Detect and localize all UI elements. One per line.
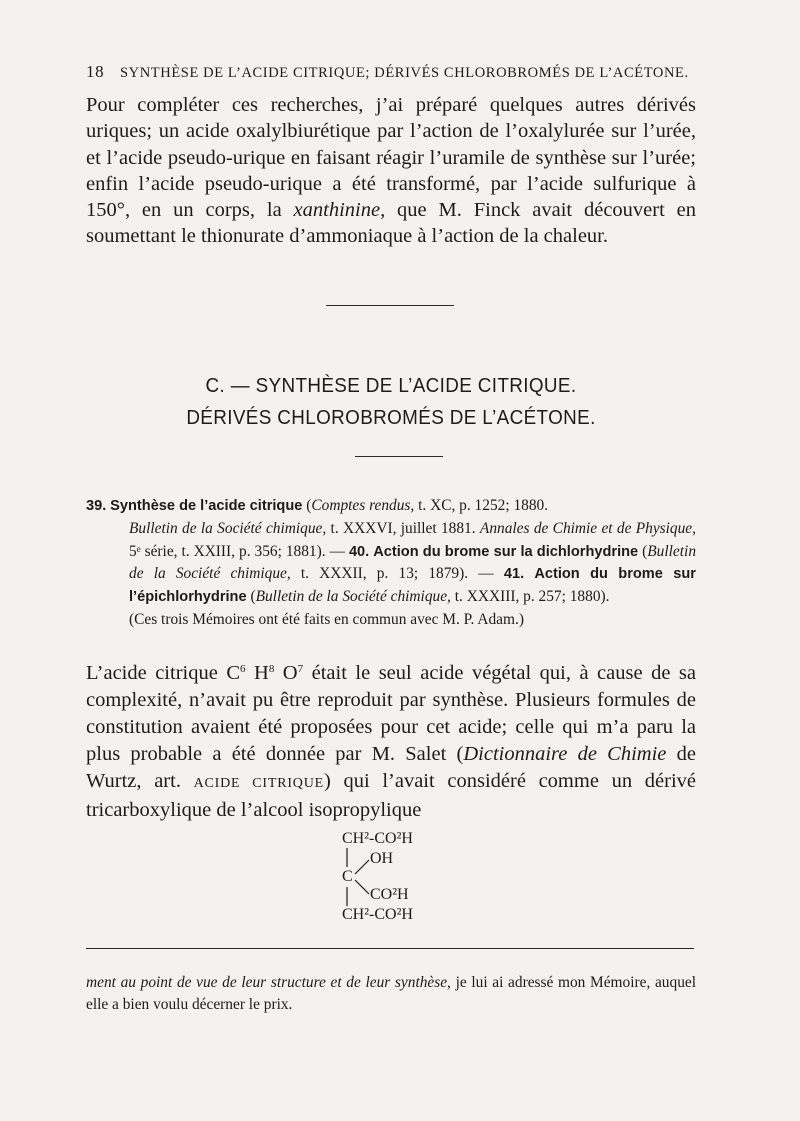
entry-number: 39. xyxy=(86,498,107,514)
superscript: 6 xyxy=(240,663,246,675)
running-title: SYNTHÈSE DE L’ACIDE CITRIQUE; DÉRIVÉS CHLOROBROMÉS DE L’ACÉTONE. xyxy=(120,65,689,81)
paragraph-text: L’acide citrique C xyxy=(86,662,240,684)
citric-acid-formula xyxy=(338,830,498,930)
bibliography-text: ( xyxy=(638,542,648,560)
journal-name: Bulletin de la Société chimique, xyxy=(255,588,451,606)
entry-number: 41. xyxy=(503,566,525,583)
formula-line: CH²-CO²H xyxy=(342,830,413,847)
bibliography-text: t. XXXII, p. 13; 1879). — xyxy=(290,565,504,583)
paragraph-citric-acid xyxy=(86,656,696,824)
section-title-line2: DÉRIVÉS CHLOROBROMÉS DE L’ACÉTONE. xyxy=(186,406,596,429)
bond-line xyxy=(355,860,369,874)
bibliography-entry xyxy=(86,495,696,632)
bibliography-note: (Ces trois Mémoires ont été faits en commun avec M. P. Adam.) xyxy=(129,610,524,628)
separator-rule xyxy=(355,456,443,457)
formula-bonds xyxy=(338,830,498,930)
entry-title: Action du brome sur l’épichlorhydrine xyxy=(129,566,696,606)
entry-number: 40. xyxy=(348,543,370,560)
paragraph-text: de Wurtz, art. xyxy=(86,743,696,792)
superscript: 8 xyxy=(268,663,275,675)
section-title-line1: C. — SYNTHÈSE DE L’ACIDE CITRIQUE. xyxy=(205,374,577,397)
formula-hydroxyl: OH xyxy=(370,850,394,867)
small-caps-text: ACIDE CITRIQUE xyxy=(193,776,324,791)
entry-title: Synthèse de l’acide citrique xyxy=(110,498,303,514)
superscript: 7 xyxy=(297,663,304,675)
paragraph-text: H xyxy=(245,662,269,684)
paragraph-text: que M. Finck avait découvert en soumettant le thionurate d’ammoniaque à l’action de la chaleur. xyxy=(86,199,696,248)
separator-rule xyxy=(326,305,454,306)
bibliography-text: ( xyxy=(246,588,256,606)
footnote-italic: ment au point de vue de leur structure et de leur synthèse, xyxy=(86,974,451,991)
bibliography-indent xyxy=(86,518,696,632)
journal-name: Bulletin de la Société chimique, xyxy=(129,542,697,583)
bibliography-text: t. XC, p. 1252; 1880. xyxy=(414,497,549,514)
paragraph-italic: Dictionnaire de Chimie xyxy=(463,743,667,765)
journal-name: Bulletin de la Société chimique, xyxy=(129,519,327,537)
formula-line: CH²-CO²H xyxy=(342,906,413,923)
formula-carbon: C xyxy=(342,868,353,885)
paragraph-uric-derivatives xyxy=(86,92,696,250)
paragraph-text: Pour compléter ces recherches, j’ai préparé quelques autres dérivés uriques; un acide oxalylbiurétique par l’action de l’oxalylurée sur l’urée, et l’acide pseudo-urique en faisant réagir l’uramile de synthèse sur l’urée; enfin l’acide pseudo-urique a été transformé, par l’acide sulfurique à 150°, en un corps, la xyxy=(86,94,696,222)
entry-title: Action du brome sur la dichlorhydrine xyxy=(373,543,639,560)
paragraph-text: ) qui l’avait considéré comme un dérivé tricarboxylique de l’alcool isopropylique xyxy=(86,770,696,821)
journal-name: Annales de Chimie et de Physique, xyxy=(479,519,696,537)
footnote xyxy=(86,972,696,1016)
bond-line xyxy=(355,880,369,894)
bibliography-text: t. XXXIII, p. 257; 1880). xyxy=(450,588,610,606)
paragraph-italic: xanthinine, xyxy=(293,199,386,222)
formula-carboxyl: CO²H xyxy=(370,886,409,903)
footnote-rule xyxy=(86,948,694,949)
journal-name: Comptes rendus, xyxy=(311,497,415,514)
bibliography-text: 5ᵉ série, t. XXIII, p. 356; 1881). — xyxy=(129,542,349,560)
footnote-text: je lui ai adressé mon Mémoire, auquel elle a bien voulu décerner le prix. xyxy=(86,974,697,1013)
bibliography-text: t. XXXVI, juillet 1881. xyxy=(326,519,480,537)
page-number: 18 xyxy=(86,62,105,81)
bibliography-text: ( xyxy=(302,497,312,514)
paragraph-text: O xyxy=(274,662,298,684)
paragraph-text: était le seul acide végétal qui, à cause de sa complexité, n’avait pu être reproduit par synthèse. Plusieurs formules de constitution avaient été proposées pour cet acide; celle qui m’a paru la plus probable a été donnée par M. Salet ( xyxy=(86,662,697,765)
running-header xyxy=(86,62,689,82)
